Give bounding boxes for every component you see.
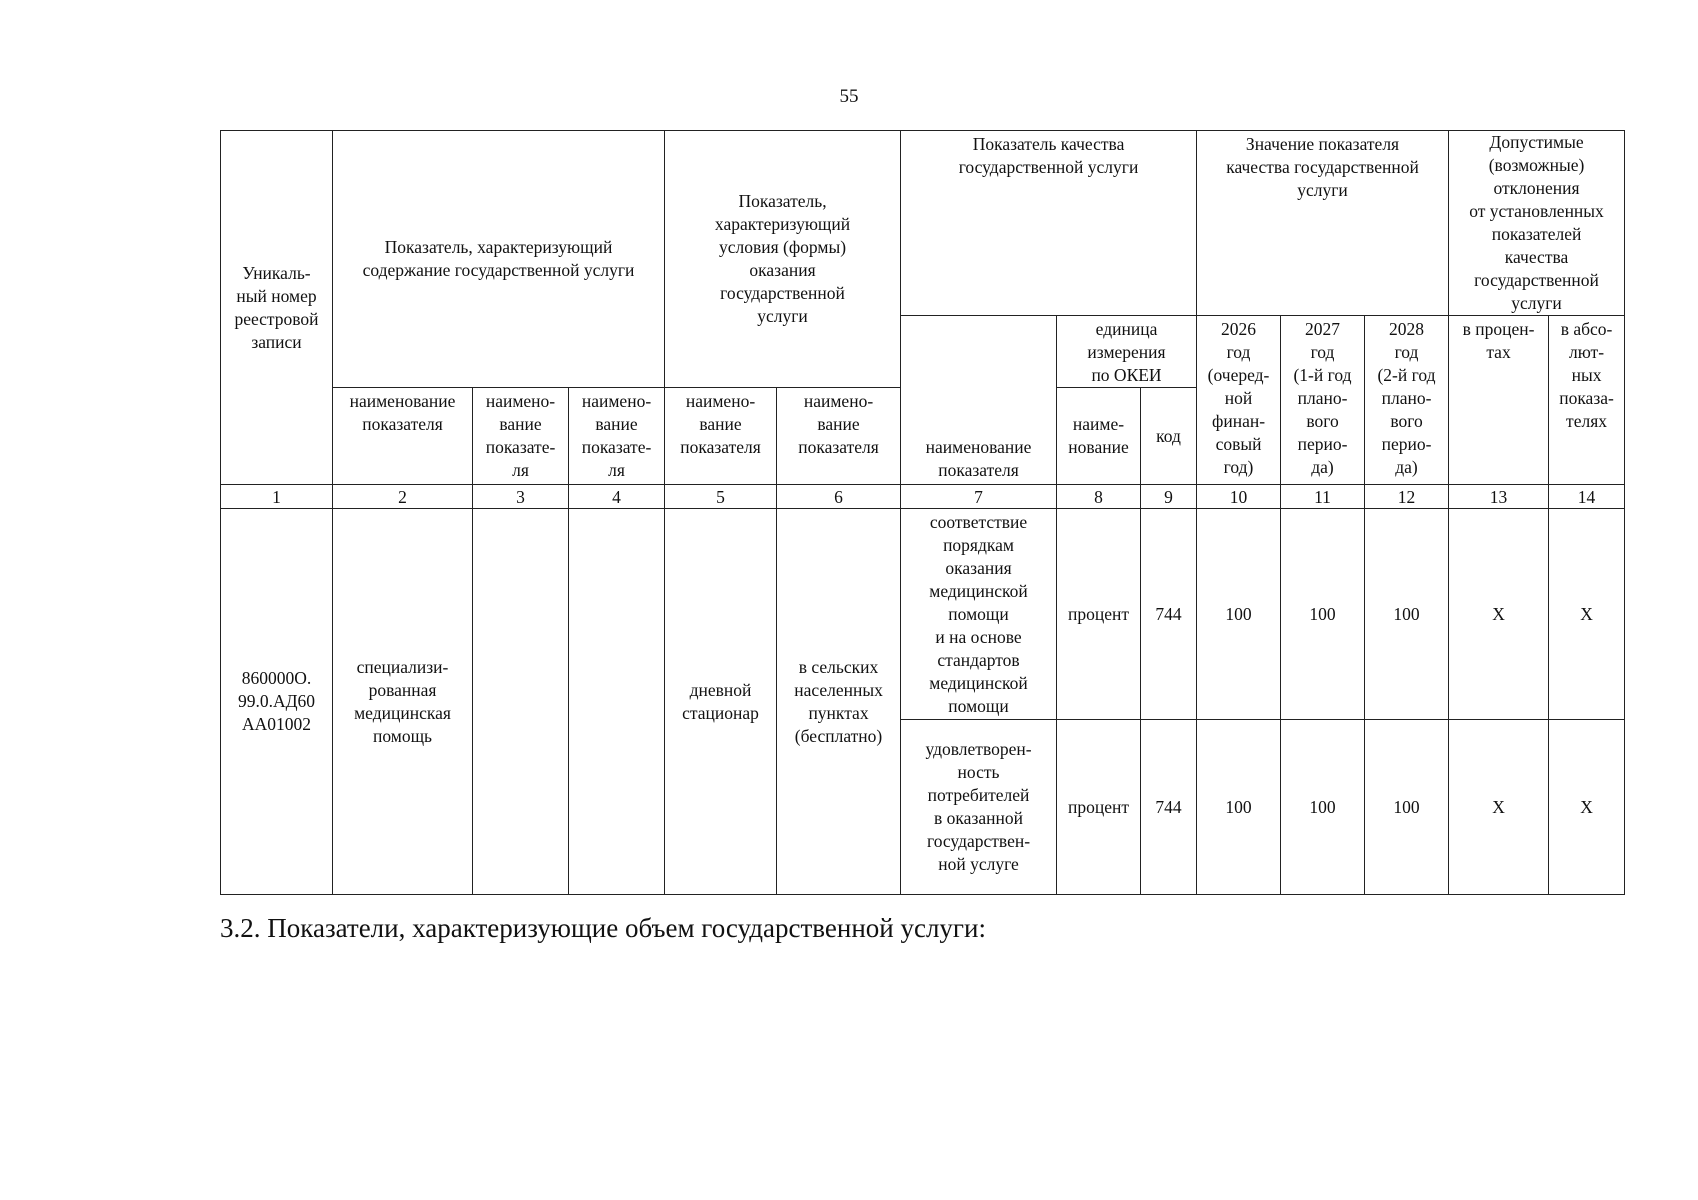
value-2026: 100: [1197, 720, 1281, 895]
value-2026: 100: [1197, 509, 1281, 720]
unit-name: процент: [1057, 720, 1141, 895]
content-indicator-4: [569, 509, 665, 895]
header-col2-name: наименование показателя: [333, 388, 473, 485]
value-2027: 100: [1281, 509, 1365, 720]
value-2028: 100: [1365, 509, 1449, 720]
header-col9-name: код: [1141, 388, 1197, 485]
header-conditions-group: Показатель, характеризующий условия (формы) оказания государственной услуги: [665, 131, 901, 388]
column-number: 1: [221, 485, 333, 509]
header-content-group: Показатель, характеризующий содержание государственной услуги: [333, 131, 665, 388]
table-row: [221, 509, 1625, 720]
header-quality-group: Показатель качества государственной услуги: [901, 131, 1197, 316]
indicator-name: удовлетворен- ность потребителей в оказанной государствен- ной услуге: [901, 720, 1057, 895]
unit-code: 744: [1141, 509, 1197, 720]
header-in-percent: в процен- тах: [1449, 316, 1549, 485]
header-col4-name: наимено- вание показате- ля: [569, 388, 665, 485]
quality-indicators-table: [220, 130, 1625, 895]
content-indicator: специализи- рованная медицинская помощь: [333, 509, 473, 895]
column-number: 9: [1141, 485, 1197, 509]
value-2027: 100: [1281, 720, 1365, 895]
header-unit-group: единица измерения по ОКЕИ: [1057, 316, 1197, 388]
column-number: 10: [1197, 485, 1281, 509]
column-number: 4: [569, 485, 665, 509]
header-col7-name: наименование показателя: [901, 316, 1057, 485]
header-year-2027: 2027 год (1-й год плано- вого перио- да): [1281, 316, 1365, 485]
column-number: 7: [901, 485, 1057, 509]
column-number: 12: [1365, 485, 1449, 509]
header-year-2028: 2028 год (2-й год плано- вого перио- да): [1365, 316, 1449, 485]
column-number: 5: [665, 485, 777, 509]
value-2028: 100: [1365, 720, 1449, 895]
column-number: 11: [1281, 485, 1365, 509]
header-col5-name: наимено- вание показателя: [665, 388, 777, 485]
registry-number: 860000О. 99.0.АД60 АА01002: [221, 509, 333, 895]
column-number: 6: [777, 485, 901, 509]
header-in-absolute: в абсо- лют- ных показа- телях: [1549, 316, 1625, 485]
content-indicator-3: [473, 509, 569, 895]
header-col8-name: наиме- нование: [1057, 388, 1141, 485]
column-number: 2: [333, 485, 473, 509]
column-number: 13: [1449, 485, 1549, 509]
condition-form: дневной стационар: [665, 509, 777, 895]
deviation-percent: Х: [1449, 509, 1549, 720]
indicator-name: соответствие порядкам оказания медицинской помощи и на основе стандартов медицинской помощи: [901, 509, 1057, 720]
deviation-absolute: Х: [1549, 720, 1625, 895]
column-number: 3: [473, 485, 569, 509]
unit-name: процент: [1057, 509, 1141, 720]
column-number: 8: [1057, 485, 1141, 509]
header-unique-number: Уникаль- ный номер реестровой записи: [221, 131, 333, 485]
deviation-absolute: Х: [1549, 509, 1625, 720]
section-heading: 3.2. Показатели, характеризующие объем государственной услуги:: [220, 913, 986, 943]
header-year-2026: 2026 год (очеред- ной финан- совый год): [1197, 316, 1281, 485]
deviation-percent: Х: [1449, 720, 1549, 895]
condition-place: в сельских населенных пунктах (бесплатно): [777, 509, 901, 895]
page-number: 55: [839, 86, 859, 107]
header-deviation-group: Допустимые (возможные) отклонения от установленных показателей качества государственной услуги: [1449, 131, 1625, 316]
header-value-group: Значение показателя качества государственной услуги: [1197, 131, 1449, 316]
header-col6-name: наимено- вание показателя: [777, 388, 901, 485]
column-number-row: [221, 485, 1625, 509]
header-col3-name: наимено- вание показате- ля: [473, 388, 569, 485]
unit-code: 744: [1141, 720, 1197, 895]
column-number: 14: [1549, 485, 1625, 509]
